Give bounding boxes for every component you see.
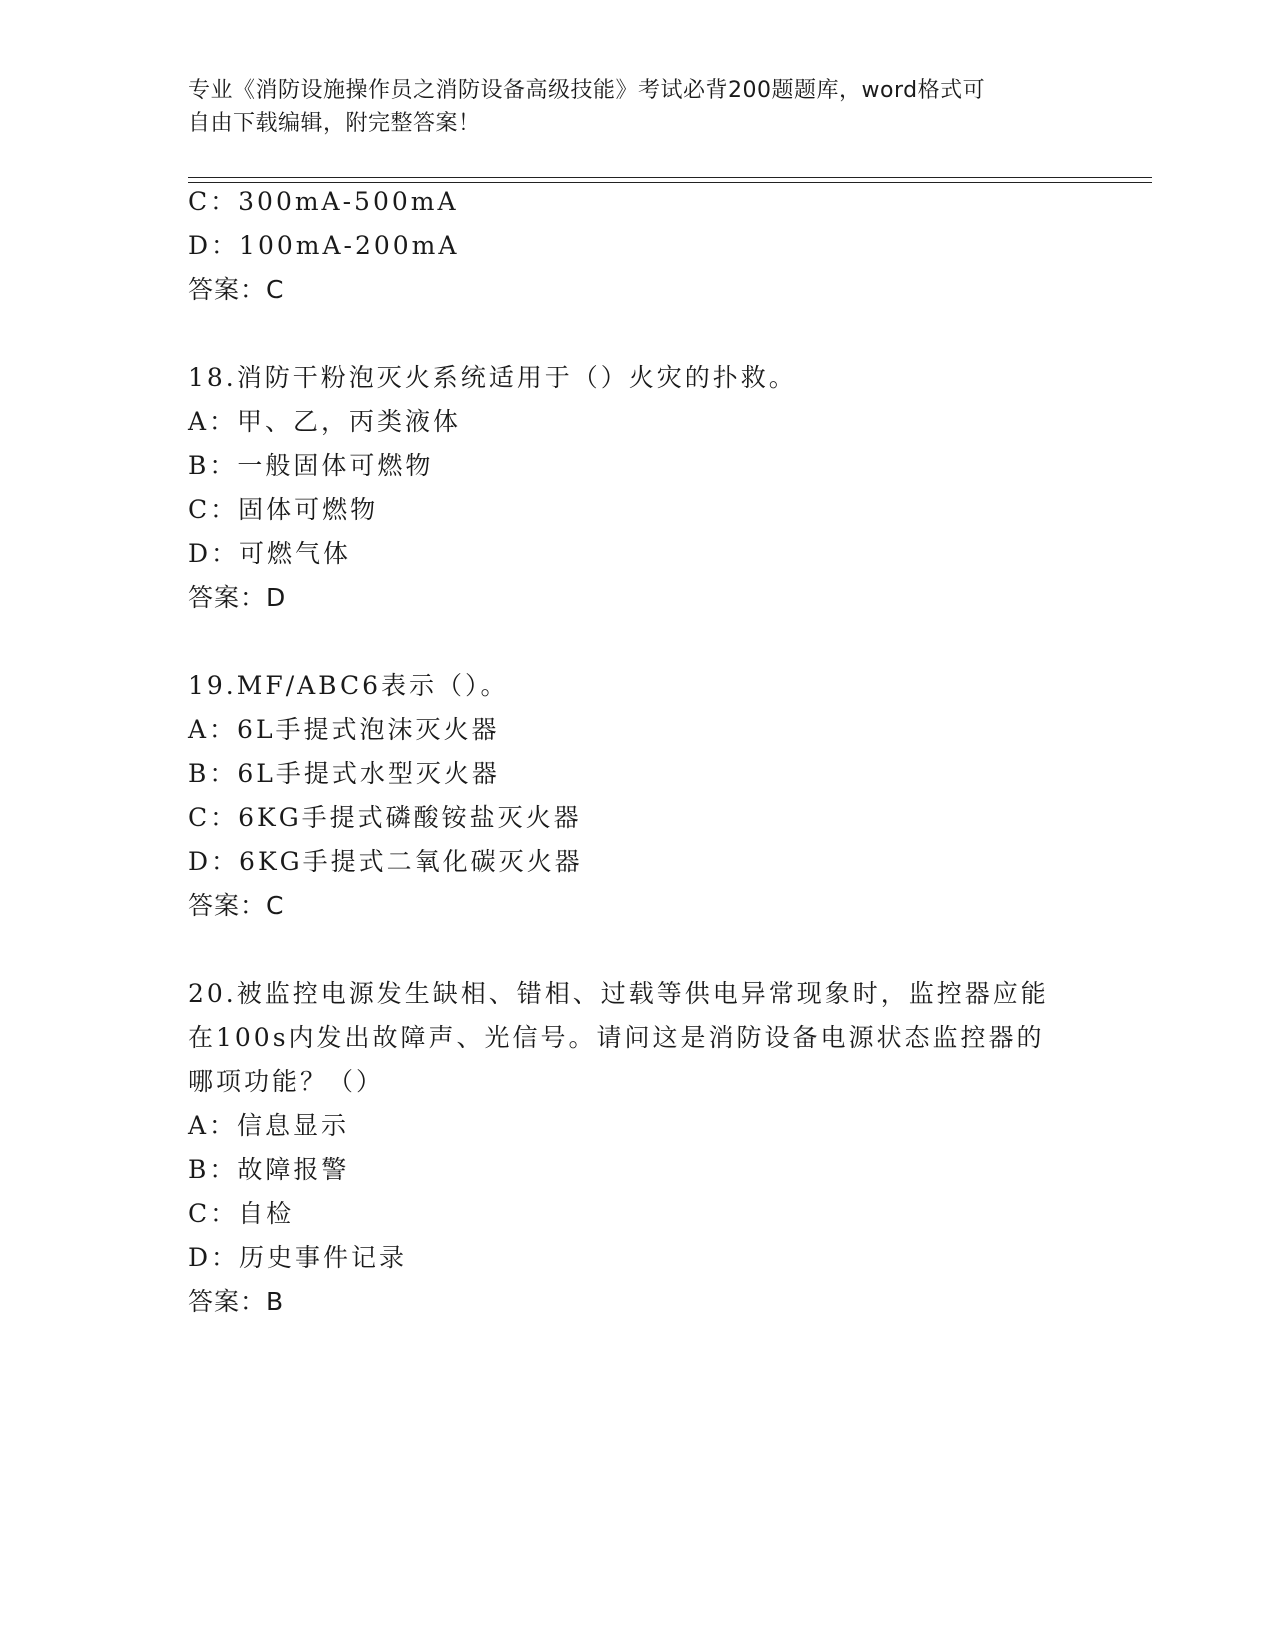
prev-option-d: D：100mA-200mA — [188, 231, 460, 260]
header-line-2: 自由下载编辑，附完整答案！ — [188, 111, 481, 136]
q19-option-d: D：6KG手提式二氧化碳灭火器 — [188, 847, 583, 876]
prev-answer: 答案：C — [188, 275, 285, 304]
q20-question-line-1: 20.被监控电源发生缺相、错相、过载等供电异常现象时，监控器应能 — [188, 979, 1049, 1008]
q20-option-a: A：信息显示 — [188, 1111, 350, 1140]
header-divider-top — [188, 177, 1152, 178]
q19-option-a: A：6L手提式泡沫灭火器 — [188, 715, 500, 744]
q19-answer: 答案：C — [188, 891, 285, 920]
header-line-1: 专业《消防设施操作员之消防设备高级技能》考试必背200题题库，word格式可 — [188, 78, 986, 103]
header-divider-bottom — [188, 182, 1152, 183]
q18-option-c: C：固体可燃物 — [188, 495, 379, 524]
q20-question-line-2: 在100s内发出故障声、光信号。请问这是消防设备电源状态监控器的 — [188, 1023, 1045, 1052]
q20-question-line-3: 哪项功能？（） — [188, 1067, 385, 1096]
q20-option-c: C：自检 — [188, 1199, 295, 1228]
q18-option-b: B：一般固体可燃物 — [188, 451, 434, 480]
q19-option-c: C：6KG手提式磷酸铵盐灭火器 — [188, 803, 582, 832]
q18-option-d: D：可燃气体 — [188, 539, 352, 568]
prev-option-c: C：300mA-500mA — [188, 187, 459, 216]
q18-answer: 答案：D — [188, 583, 287, 612]
q18-option-a: A：甲、乙，丙类液体 — [188, 407, 462, 436]
q20-answer: 答案：B — [188, 1287, 285, 1316]
q19-option-b: B：6L手提式水型灭火器 — [188, 759, 500, 788]
q18-question: 18.消防干粉泡灭火系统适用于（）火灾的扑救。 — [188, 363, 797, 392]
q20-option-b: B：故障报警 — [188, 1155, 350, 1184]
document-header — [188, 74, 1088, 140]
q19-question: 19.MF/ABC6表示（）。 — [188, 671, 509, 700]
q20-option-d: D：历史事件记录 — [188, 1243, 408, 1272]
